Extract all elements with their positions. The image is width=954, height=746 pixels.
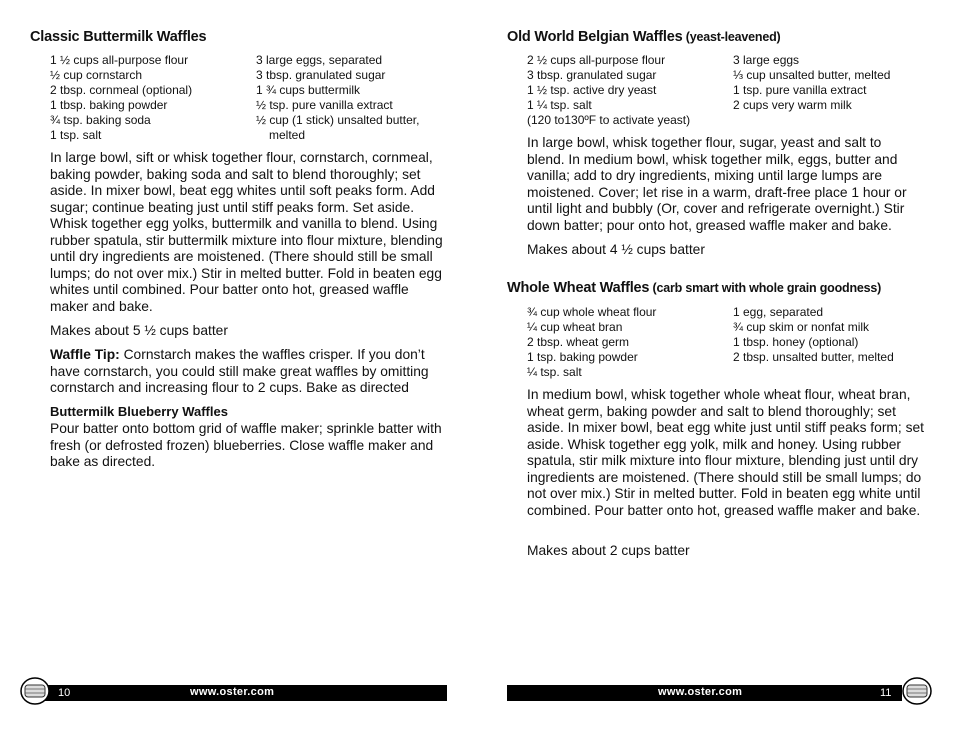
ingredient-item: 2 tbsp. unsalted butter, melted — [733, 350, 894, 364]
recipe2-ingredients-col1 — [527, 305, 656, 380]
recipe2-yield: Makes about 2 cups batter — [527, 543, 690, 558]
footer-bar-left — [38, 685, 447, 701]
recipe-title-old-world-belgian — [507, 29, 781, 45]
ingredient-item: 2 ½ cups all-purpose flour — [527, 53, 666, 67]
ingredient-item: 1 tsp. pure vanilla extract — [733, 83, 867, 97]
ingredient-item: 2 tbsp. wheat germ — [527, 335, 630, 349]
ingredient-item: 1 ¾ cups buttermilk — [256, 83, 361, 97]
ingredient-item: 3 tbsp. granulated sugar — [527, 68, 657, 82]
ingredient-item: 3 large eggs, separated — [256, 53, 383, 67]
footer-url[interactable]: www.oster.com — [190, 686, 275, 698]
ingredient-item: ¾ cup whole wheat flour — [527, 305, 657, 319]
waffle-maker-icon — [20, 677, 50, 705]
recipe1-ingredients-col1 — [527, 53, 690, 128]
recipe1-title: Old World Belgian Waffles — [507, 29, 683, 45]
ingredient-item: 1 tsp. salt — [50, 128, 102, 142]
ingredient-item: ½ tsp. pure vanilla extract — [256, 98, 393, 112]
recipe1-instructions: In large bowl, whisk together flour, sugar, yeast and salt to blend. In medium bowl, whisk together milk, eggs, butter and vanilla; add to dry ingredients, mixing until large lumps are moistened. Cover; let rise in a warm, draft-free place 1 hour or until light and bubbly (Or, cover and refrigerate overnight.) Stir down batter; pour onto hot, greased waffle maker and bake. — [527, 135, 907, 233]
waffle-tip — [50, 347, 445, 397]
recipe2-ingredients-col2 — [733, 305, 894, 365]
ingredient-item: ¾ cup skim or nonfat milk — [733, 320, 870, 334]
ingredient-item: ¼ cup wheat bran — [527, 320, 623, 334]
waffle-maker-icon — [902, 677, 932, 705]
ingredient-item: 1 tbsp. baking powder — [50, 98, 168, 112]
ingredient-item: ¾ tsp. baking soda — [50, 113, 151, 127]
ingredient-item: 3 tbsp. granulated sugar — [256, 68, 386, 82]
recipe2-title: Whole Wheat Waffles — [507, 280, 650, 296]
ingredient-item: 1 tsp. baking powder — [527, 350, 638, 364]
ingredient-item: 1 egg, separated — [733, 305, 824, 319]
page-number: 11 — [880, 687, 892, 699]
recipe1-yield: Makes about 4 ½ cups batter — [527, 242, 705, 257]
ingredient-item: (120 to130ºF to activate yeast) — [527, 113, 691, 127]
ingredient-item: ¼ tsp. salt — [527, 365, 582, 379]
footer-url[interactable]: www.oster.com — [658, 686, 743, 698]
variation-title: Buttermilk Blueberry Waffles — [50, 404, 228, 419]
ingredient-item: 3 large eggs — [733, 53, 800, 67]
recipe1-subtitle: (yeast-leavened) — [682, 30, 781, 44]
recipe2-subtitle: (carb smart with whole grain goodness) — [649, 281, 882, 295]
ingredient-item: 2 tbsp. cornmeal (optional) — [50, 83, 193, 97]
variation-text: Pour batter onto bottom grid of waffle maker; sprinkle batter with fresh (or defrosted frozen) blueberries. Close waffle maker and bake as directed. — [50, 421, 442, 469]
footer-bar-right — [507, 685, 902, 701]
ingredients-col2 — [256, 53, 419, 143]
right-page — [477, 0, 954, 746]
ingredient-item: ½ cup (1 stick) unsalted butter, — [256, 113, 420, 127]
tip-label: Waffle Tip: — [50, 347, 120, 362]
instructions-classic: In large bowl, sift or whisk together flour, cornstarch, cornmeal, baking powder, baking soda and salt to blend thoroughly; set aside. In mixer bowl, beat egg whites until soft peaks form. Add sugar; continue beating just until stiff peaks form. Set aside. Whisk together egg yolks, buttermilk and vanilla to blend. Using rubber spatula, stir buttermilk mixture into flour mixture, blending until dry ingredients are moistened. (There should still be small lumps; do not over mix.) Stir in melted butter. Fold in beaten egg whites until combined. Pour batter onto hot, greased waffle maker and bake. — [50, 150, 443, 314]
ingredient-item: 1 ½ cups all-purpose flour — [50, 53, 189, 67]
recipe1-ingredients-col2 — [733, 53, 890, 113]
recipe2-instructions: In medium bowl, whisk together whole wheat flour, wheat bran, wheat germ, baking powder and salt to blend thoroughly; set aside. In mixer bowl, beat egg white just until stiff peaks form; set aside. Whisk together egg yolk, milk and honey. Using rubber spatula, stir milk mixture into flour mixture, blending just until dry ingredients are moistened. (There should still be small lumps; do not over mix.) Stir in melted butter. Fold in beaten egg white until combined. Pour batter onto hot, greased waffle maker and bake. — [527, 387, 924, 518]
recipe-title-whole-wheat — [507, 280, 881, 296]
recipe-title-classic-buttermilk: Classic Buttermilk Waffles — [30, 29, 207, 45]
ingredient-item: melted — [269, 128, 306, 142]
ingredient-item: ⅓ cup unsalted butter, melted — [733, 68, 891, 82]
ingredient-item: 2 cups very warm milk — [733, 98, 852, 112]
tip-text: Cornstarch makes the waffles crisper. If you don’t have cornstarch, you could still make great waffles by omitting cornstarch and increasing flour to 2 cups. Bake as directed — [50, 347, 429, 395]
yield-classic: Makes about 5 ½ cups batter — [50, 323, 228, 338]
ingredient-item: 1 ¼ tsp. salt — [527, 98, 592, 112]
page-number: 10 — [58, 687, 71, 699]
ingredients-col1 — [50, 53, 192, 143]
ingredient-item: 1 tbsp. honey (optional) — [733, 335, 859, 349]
ingredient-item: ½ cup cornstarch — [50, 68, 143, 82]
ingredient-item: 1 ½ tsp. active dry yeast — [527, 83, 657, 97]
